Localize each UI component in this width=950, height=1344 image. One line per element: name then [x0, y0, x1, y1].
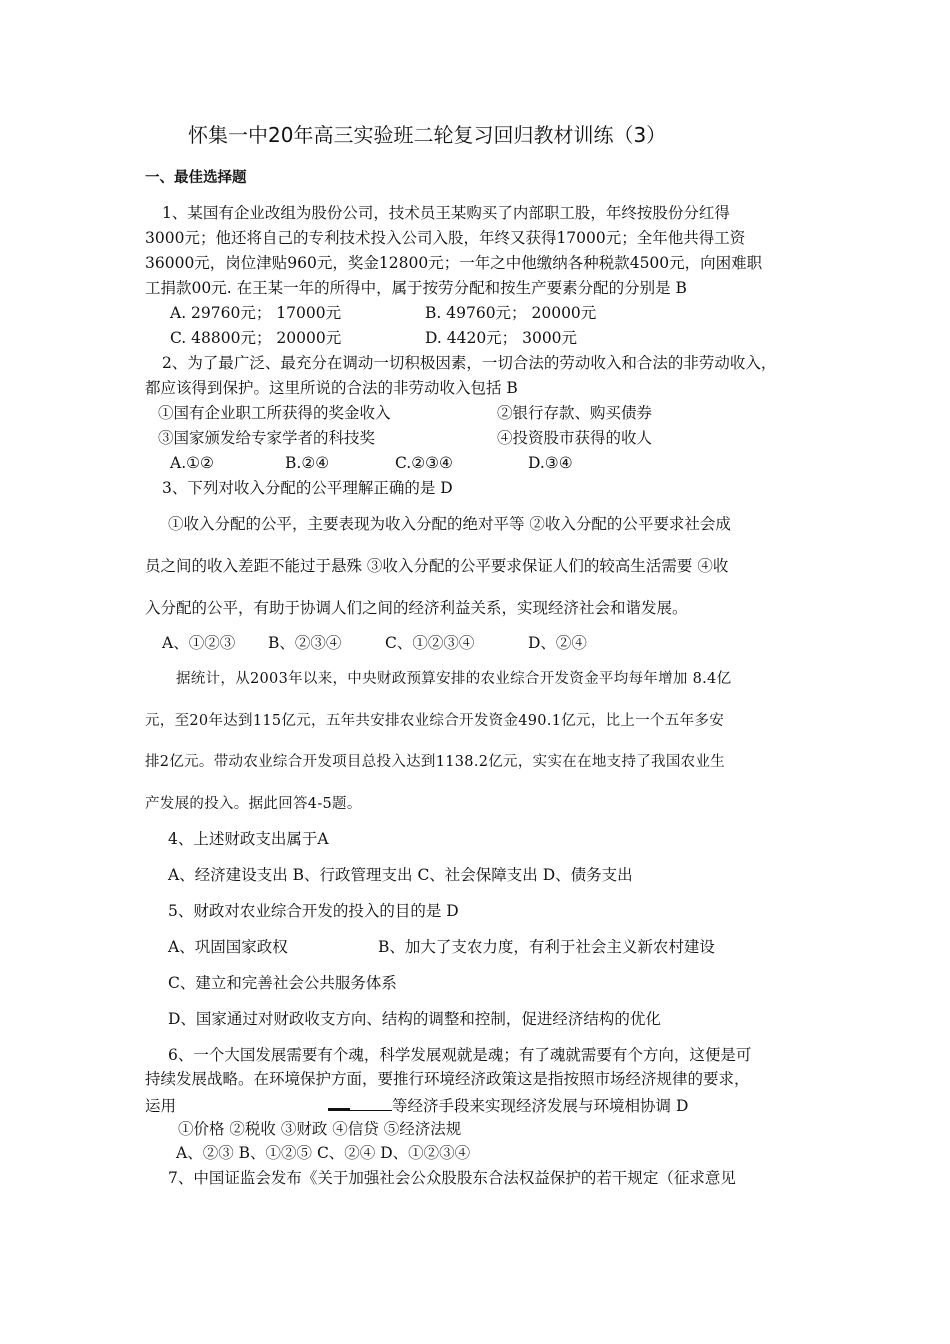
- q2-option-a: A.①②: [170, 454, 214, 472]
- q3-option-b: B、②③④: [268, 634, 342, 652]
- q6-line-2: 持续发展战略。在环境保护方面，要推行环境经济政策这是指按照市场经济规律的要求，: [145, 1070, 750, 1088]
- passage-line-4: 产发展的投入。据此回答4-5题。: [145, 796, 362, 812]
- page-title: 怀集一中20年高三实验班二轮复习回归教材训练（3）: [188, 123, 667, 147]
- q1-line-1: 1、某国有企业改组为股份公司，技术员王某购买了内部职工股，年终按股份分红得: [162, 204, 730, 222]
- q2-option-d: D.③④: [528, 454, 573, 472]
- q3-option-d: D、②④: [528, 634, 587, 652]
- q5-option-c: C、建立和完善社会公共服务体系: [168, 974, 397, 992]
- q5-option-a: A、巩固国家政权: [168, 938, 288, 956]
- q3-line-2: ①收入分配的公平，主要表现为收入分配的绝对平等 ②收入分配的公平要求社会成: [168, 515, 731, 533]
- q1-line-2: 3000元；他还将自己的专利技术投入公司入股，年终又获得17000元；全年他共得工资: [145, 229, 746, 247]
- q2-item-1: ①国有企业职工所获得的奖金收入: [158, 404, 391, 422]
- answer-blank: [328, 1094, 350, 1111]
- q1-line-4: 工捐款00元. 在王某一年的所得中，属于按劳分配和按生产要素分配的分别是 B: [145, 279, 687, 297]
- q4-stem: 4、上述财政支出属于A: [168, 830, 329, 848]
- q2-line-1: 2、为了最广泛、最充分在调动一切积极因素，一切合法的劳动收入和合法的非劳动收入，: [162, 354, 777, 372]
- q3-option-c: C、①②③④: [385, 634, 475, 652]
- q6-line-3-prefix: 运用: [145, 1097, 177, 1115]
- q6-line-1: 6、一个大国发展需要有个魂，科学发展观就是魂；有了魂就需要有个方向，这便是可: [168, 1046, 752, 1064]
- q1-option-c: C. 48800元； 20000元: [170, 329, 342, 347]
- q2-option-c: C.②③④: [395, 454, 453, 472]
- passage-line-3: 排2亿元。带动农业综合开发项目总投入达到1138.2亿元，实实在在地支持了我国农业生: [145, 754, 726, 770]
- q6-line-3: [145, 1094, 688, 1116]
- section-heading: 一、最佳选择题: [145, 170, 247, 186]
- q2-item-4: ④投资股市获得的收人: [497, 429, 653, 447]
- q5-option-d: D、国家通过对财政收支方向、结构的调整和控制，促进经济结构的优化: [168, 1010, 661, 1028]
- q3-line-3: 员之间的收入差距不能过于悬殊 ③收入分配的公平要求保证人们的较高生活需要 ④收: [145, 557, 729, 575]
- q3-line-4: 入分配的公平，有助于协调人们之间的经济利益关系，实现经济社会和谐发展。: [145, 599, 688, 617]
- q1-option-a: A. 29760元； 17000元: [170, 304, 342, 322]
- q7-line-1: 7、中国证监会发布《关于加强社会公众股股东合法权益保护的若干规定（征求意见: [168, 1169, 736, 1187]
- passage-line-1: 据统计，从2003年以来，中央财政预算安排的农业综合开发资金平均每年增加 8.4亿: [176, 671, 732, 687]
- q4-options: A、经济建设支出 B、行政管理支出 C、社会保障支出 D、债务支出: [168, 866, 633, 884]
- q1-option-b: B. 49760元； 20000元: [425, 304, 597, 322]
- q1-option-d: D. 4420元； 3000元: [425, 329, 578, 347]
- q3-option-a: A、①②③: [162, 634, 236, 652]
- q2-item-2: ②银行存款、购买债券: [497, 404, 653, 422]
- q6-items: ①价格 ②税收 ③财政 ④信贷 ⑤经济法规: [178, 1120, 462, 1138]
- q6-line-3-suffix: 等经济手段来实现经济发展与环境相协调 D: [392, 1097, 689, 1115]
- q1-line-3: 36000元，岗位津贴960元，奖金12800元；一年之中他缴纳各种税款4500元，向困难职: [145, 254, 763, 272]
- q2-line-2: 都应该得到保护。这里所说的合法的非劳动收入包括 B: [145, 379, 518, 397]
- q5-option-b: B、加大了支农力度，有利于社会主义新农村建设: [378, 938, 715, 956]
- passage-line-2: 元，至20年达到115亿元，五年共安排农业综合开发资金490.1亿元，比上一个五年多安: [145, 713, 725, 729]
- q3-line-1: 3、下列对收入分配的公平理解正确的是 D: [162, 479, 453, 497]
- q2-item-3: ③国家颁发给专家学者的科技奖: [158, 429, 376, 447]
- answer-blank-rest: [350, 1096, 392, 1111]
- q2-option-b: B.②④: [285, 454, 330, 472]
- q6-options: A、②③ B、①②⑤ C、②④ D、①②③④: [176, 1144, 471, 1162]
- q5-stem: 5、财政对农业综合开发的投入的目的是 D: [168, 902, 459, 920]
